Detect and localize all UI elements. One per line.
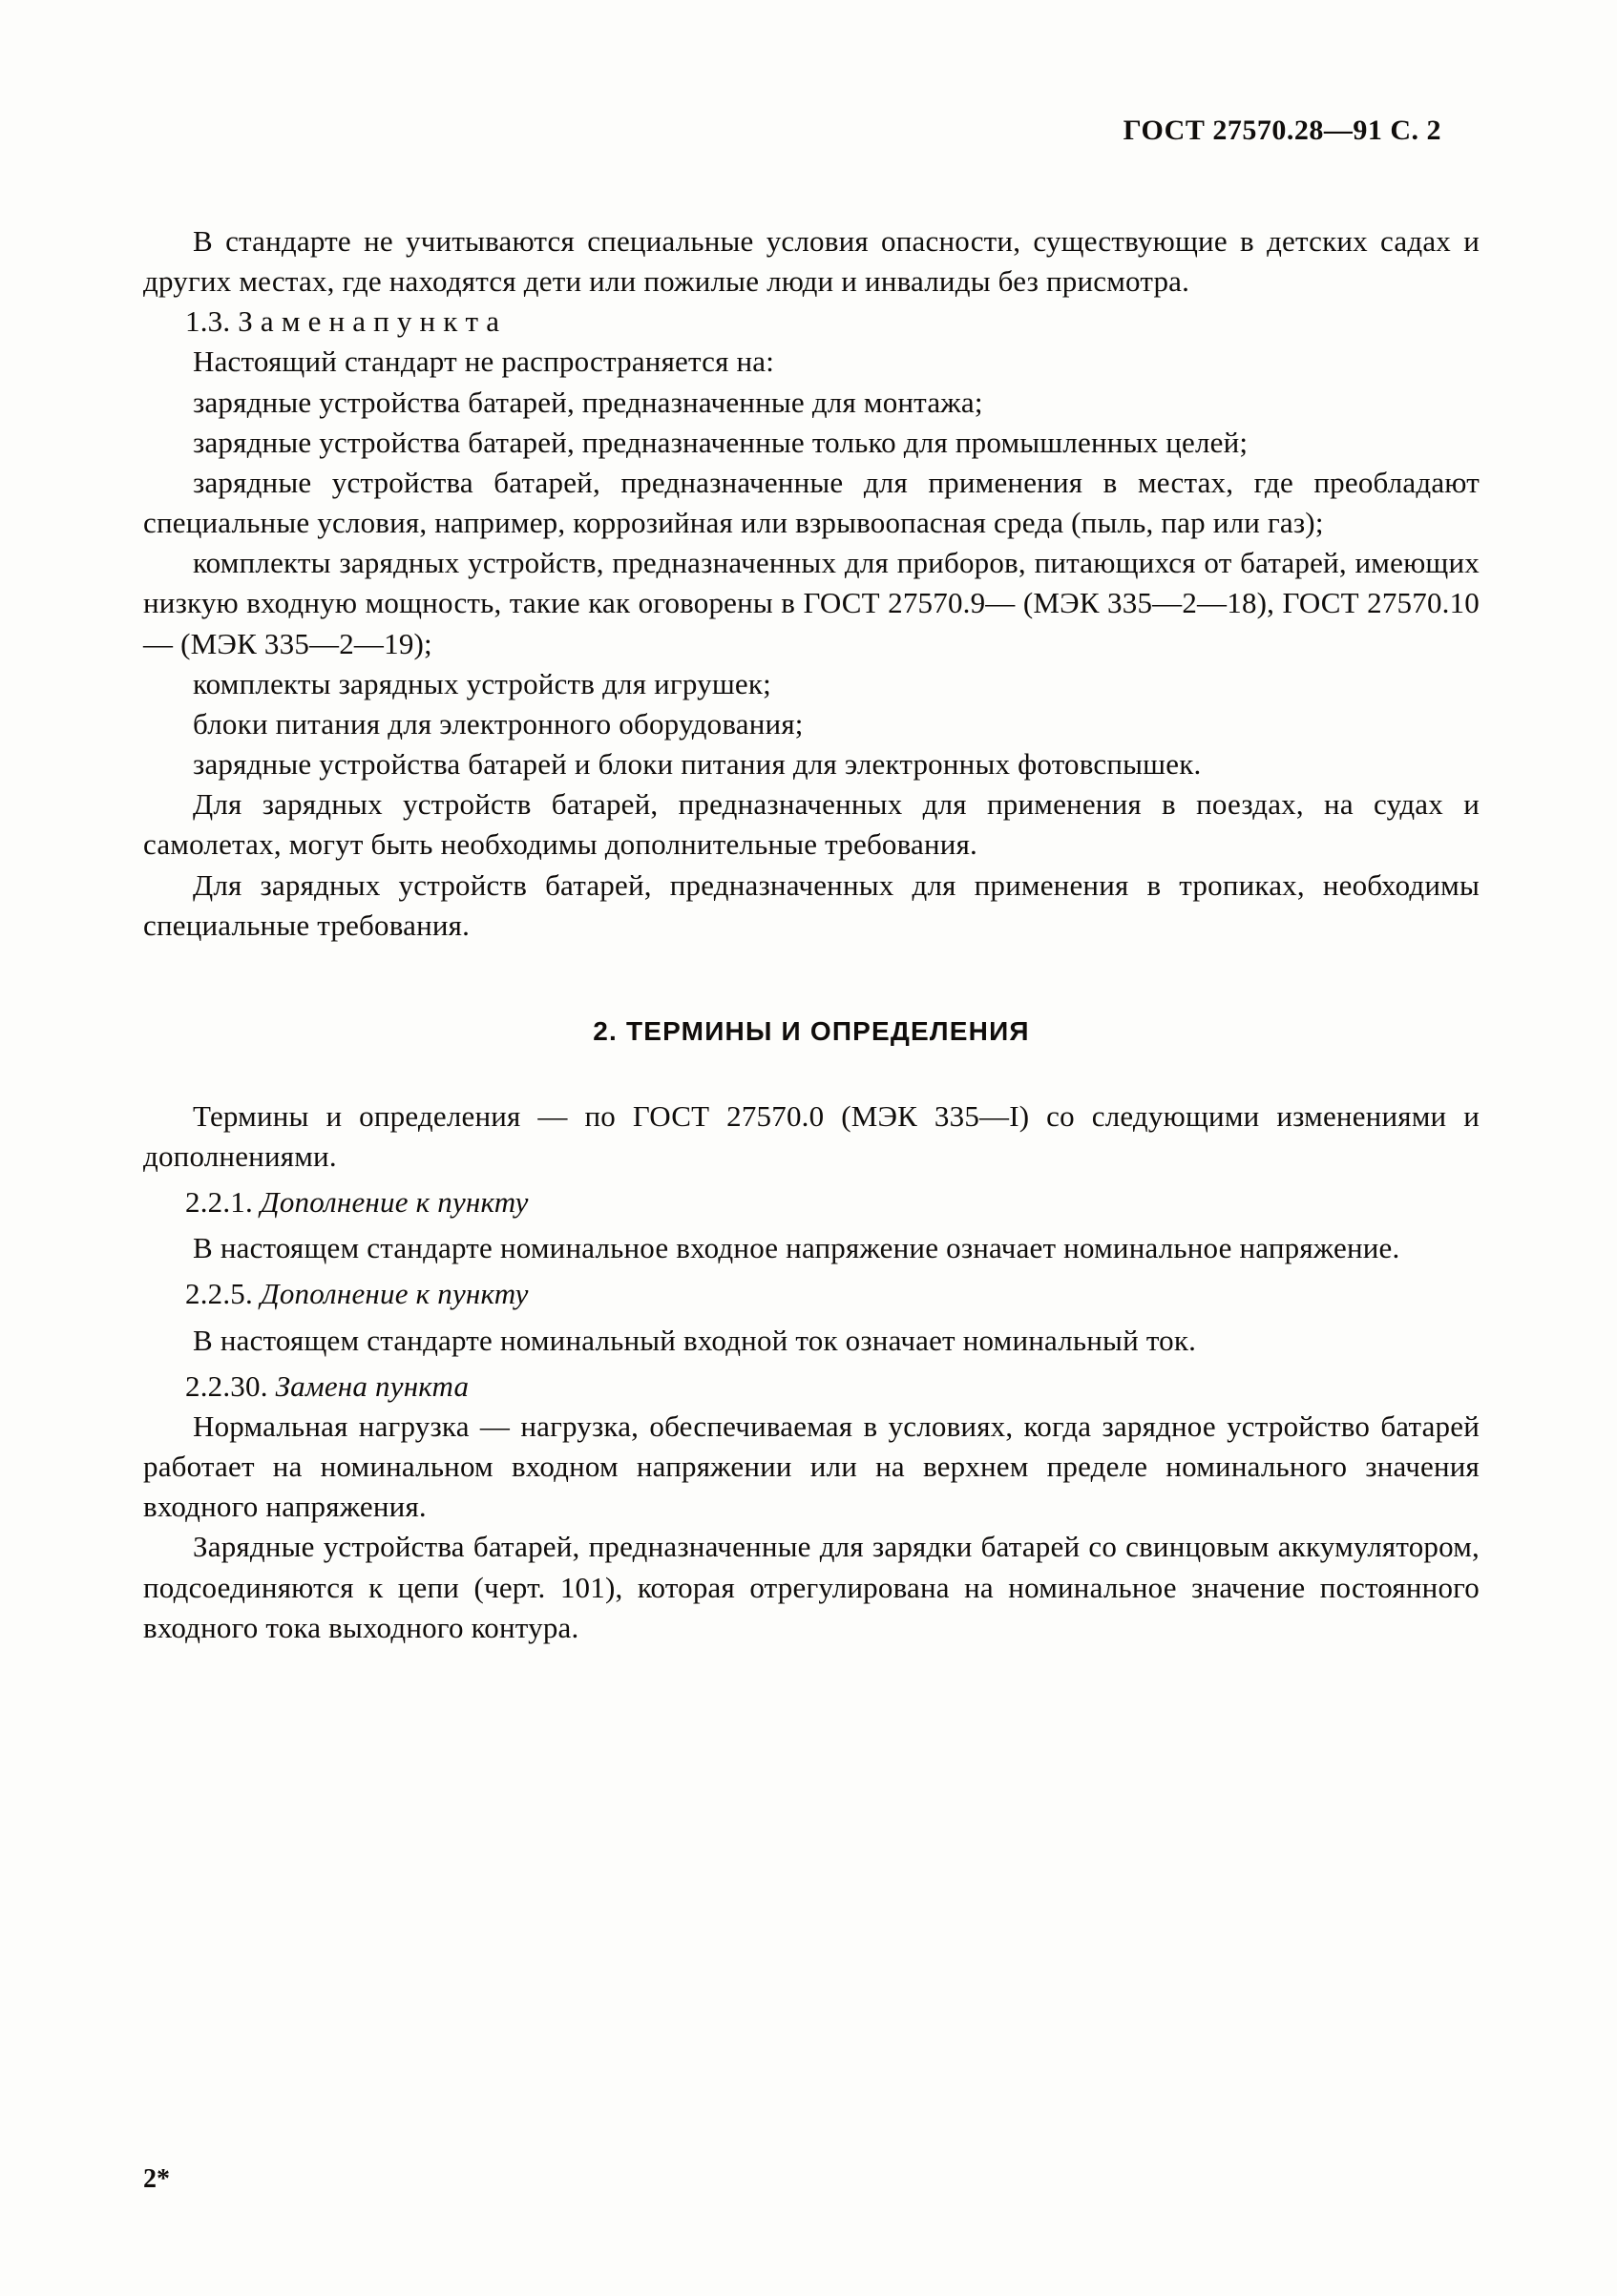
clause-2-2-5-number: 2.2.5. <box>185 1277 253 1311</box>
clause-2-2-30-number: 2.2.30. <box>185 1368 268 1403</box>
clause-2-2-1-number: 2.2.1. <box>185 1185 253 1220</box>
document-header: ГОСТ 27570.28—91 С. 2 <box>1123 115 1441 146</box>
clause-2-2-30-heading <box>143 1367 1480 1407</box>
paragraph-intro: В стандарте не учитываются специальные условия опасности, существующие в детских садах и других местах, где находятся дети или пожилые люди и инвалиды без присмотра. <box>143 224 1480 299</box>
list-item-special-conditions: зарядные устройства батарей, предназначенные для применения в местах, где преобладают специальные условия, например, коррозийная или взрывоопасная среда (пыль, пар или газ); <box>143 465 1480 540</box>
list-item-photoflash: зарядные устройства батарей и блоки питания для электронных фотовспышек. <box>193 747 1202 782</box>
section-2-intro: Термины и определения — по ГОСТ 27570.0 (МЭК 335—I) со следующими изменениями и дополнениями. <box>143 1098 1480 1173</box>
paragraph-scope-intro: Настоящий стандарт не распространяется на: <box>193 344 775 379</box>
list-item-power-supplies: блоки питания для электронного оборудования; <box>193 706 804 741</box>
clause-2-2-30-body-2: Зарядные устройства батарей, предназначенные для зарядки батарей со свинцовым аккумулятором, подсоединяются к цепи (черт. 101), которая отрегулирована на номинальное значение постоянного входного тока выходного контура. <box>143 1530 1480 1644</box>
list-item-toys: комплекты зарядных устройств для игрушек; <box>193 666 771 700</box>
clause-2-2-30-body-1: Нормальная нагрузка — нагрузка, обеспечиваемая в условиях, когда зарядное устройство батарей работает на номинальном входном напряжении или на верхнем пределе номинального значения входного напряжения. <box>143 1409 1480 1524</box>
page-folio: 2* <box>143 2164 170 2194</box>
paragraph-tropics: Для зарядных устройств батарей, предназначенных для применения в тропиках, необходимы специальные требования. <box>143 867 1480 942</box>
page-content <box>143 115 1480 1648</box>
clause-2-2-5-title: Дополнение к пункту <box>260 1277 529 1311</box>
list-item-low-power-kits: комплекты зарядных устройств, предназначенных для приборов, питающихся от батарей, имеющих низкую входную мощность, такие как оговорены в ГОСТ 27570.9— (МЭК 335—2—18), ГОСТ 27570.10— (МЭК 335—2—19); <box>143 546 1480 660</box>
paragraph-transport: Для зарядных устройств батарей, предназначенных для применения в поездах, на судах и самолетах, могут быть необходимы дополнительные требования. <box>143 787 1480 862</box>
clause-2-2-1-title: Дополнение к пункту <box>260 1185 529 1220</box>
section-2-title: 2. ТЕРМИНЫ И ОПРЕДЕЛЕНИЯ <box>593 1015 1030 1046</box>
clause-2-2-5-heading <box>143 1274 1480 1314</box>
clause-1-3-heading: 1.3. З а м е н а п у н к т а <box>185 304 500 339</box>
clause-2-2-30-title: Замена пункта <box>275 1368 470 1403</box>
clause-2-2-5-body: В настоящем стандарте номинальный входной ток означает номинальный ток. <box>193 1323 1197 1357</box>
list-item-mounting: зарядные устройства батарей, предназначенные для монтажа; <box>193 385 983 419</box>
list-item-industrial: зарядные устройства батарей, предназначенные только для промышленных целей; <box>193 425 1249 459</box>
clause-2-2-1-heading <box>143 1182 1480 1222</box>
clause-2-2-1-body: В настоящем стандарте номинальное входное напряжение означает номинальное напряжение. <box>193 1231 1400 1265</box>
